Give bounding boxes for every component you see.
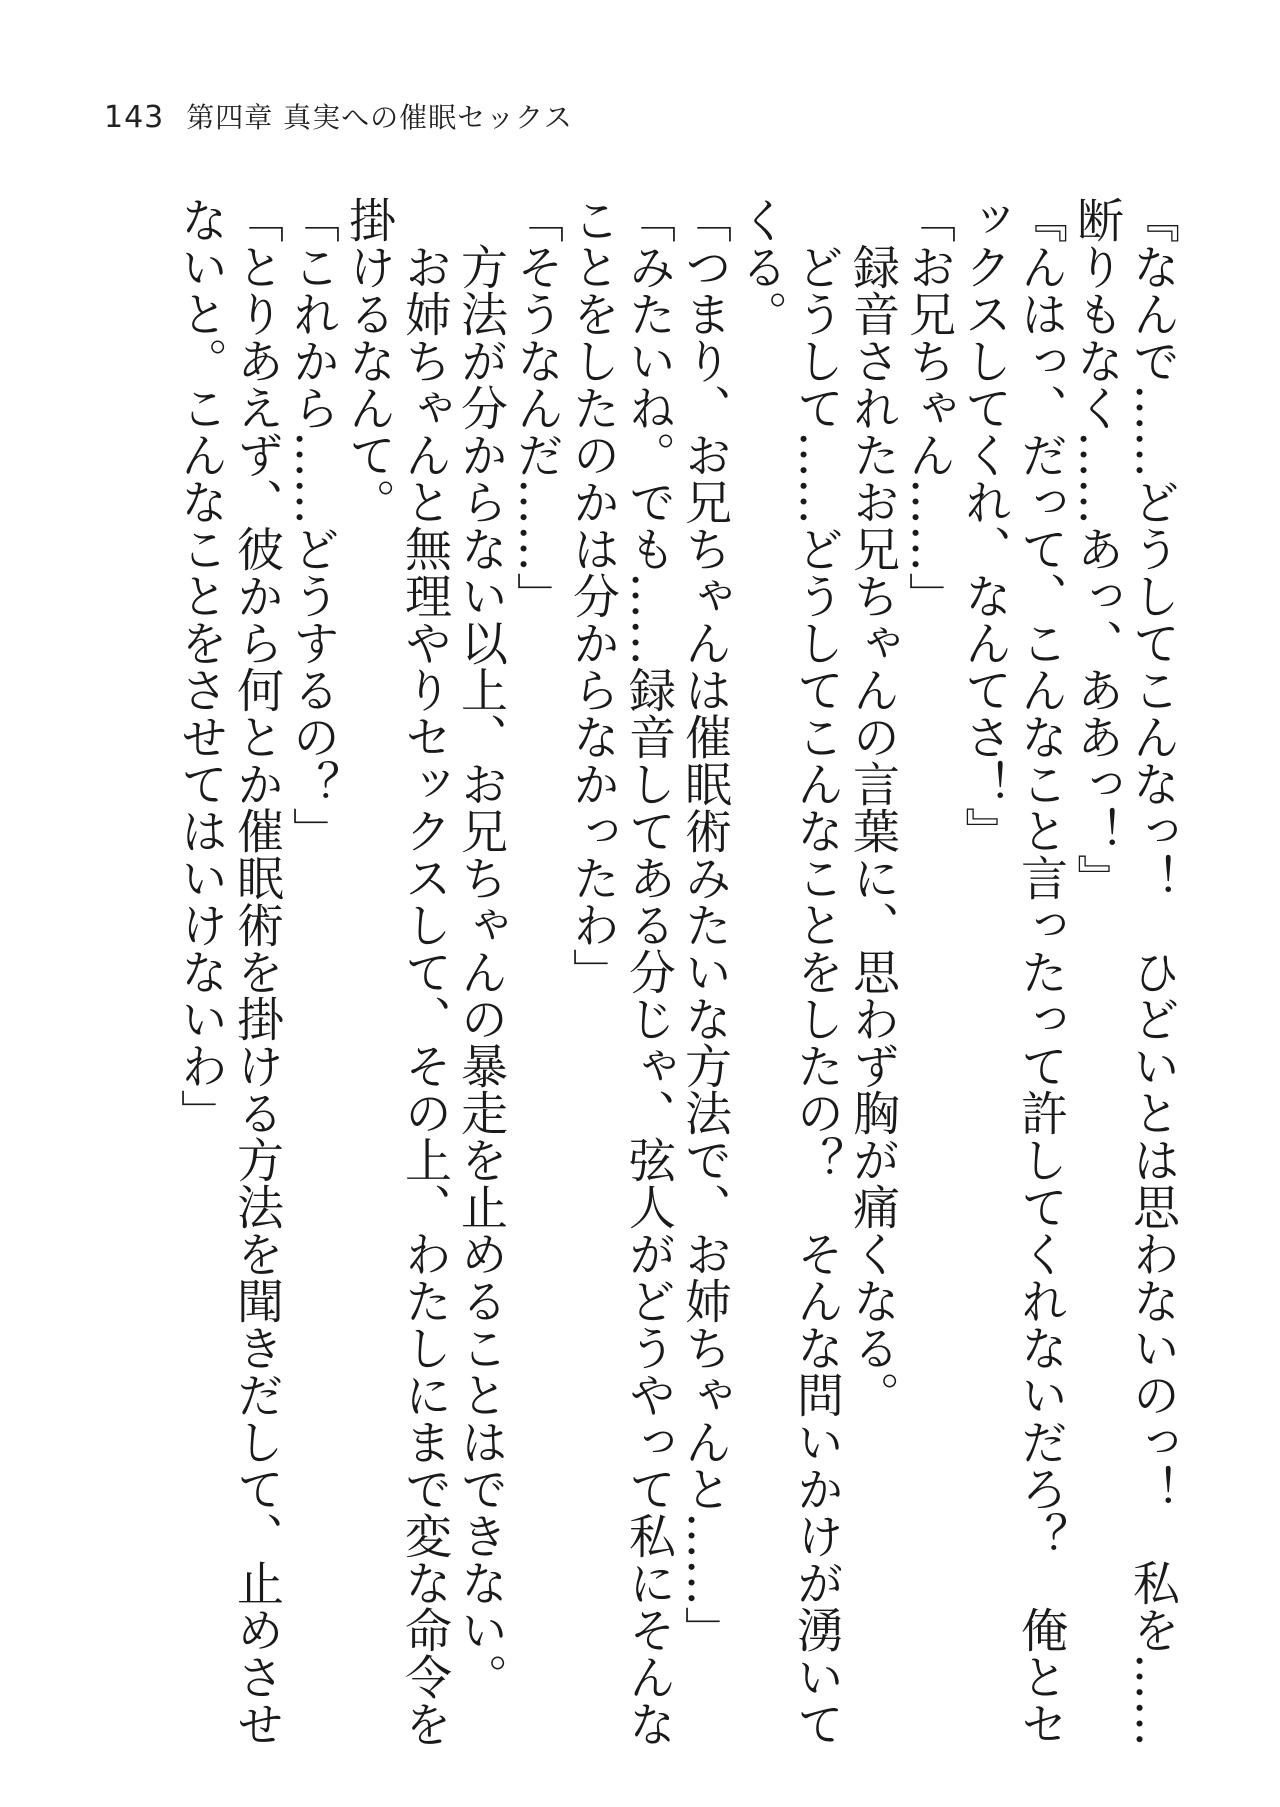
running-header [104, 96, 573, 136]
paragraph-6: 「つまり、お兄ちゃんは催眠術みたいな方法で、お姉ちゃんと……」 [677, 196, 732, 1653]
chapter-title: 第四章 真実への催眠セックス [186, 101, 573, 134]
paragraph-12: 「とりあえず、彼から何とか催眠術を掛ける方法を聞きだして、止めさせないと。こんなことをさせてはいけないわ」 [173, 196, 284, 1747]
page-number: 143 [104, 100, 165, 135]
paragraph-4: 録音されたお兄ちゃんの言葉に、思わず胸が痛くなる。 [845, 196, 900, 1418]
paragraph-11: 「これから……どうするの？」 [285, 196, 340, 854]
paragraph-7: 「みたいね。でも……録音してある分じゃ、弦人がどうやって私にそんなことをしたのかは分からなかったわ」 [565, 196, 676, 1747]
paragraph-8: 「そうなんだ……」 [509, 196, 564, 619]
paragraph-1: 『なんで……どうしてこんなっ！ ひどいとは思わないのっ！ 私を……断りもなく……あっ、ああっ！』 [1069, 196, 1180, 1747]
paragraph-2: 『んはっ、だって、こんなこと言ったって許してくれないだろ？ 俺とセックスしてくれ、なんてさ！』 [957, 196, 1068, 1747]
paragraph-10: お姉ちゃんと無理やりセックスして、その上、わたしにまで変な命令を掛けるなんて。 [341, 196, 452, 1747]
vertical-body-text [116, 196, 1180, 1756]
paragraph-3: 「お兄ちゃん……」 [901, 196, 956, 619]
paragraph-5: どうして……どうしてこんなことをしたの？ そんな問いかけが湧いてくる。 [733, 196, 844, 1747]
paragraph-9: 方法が分からない以上、お兄ちゃんの暴走を止めることはできない。 [453, 196, 508, 1700]
